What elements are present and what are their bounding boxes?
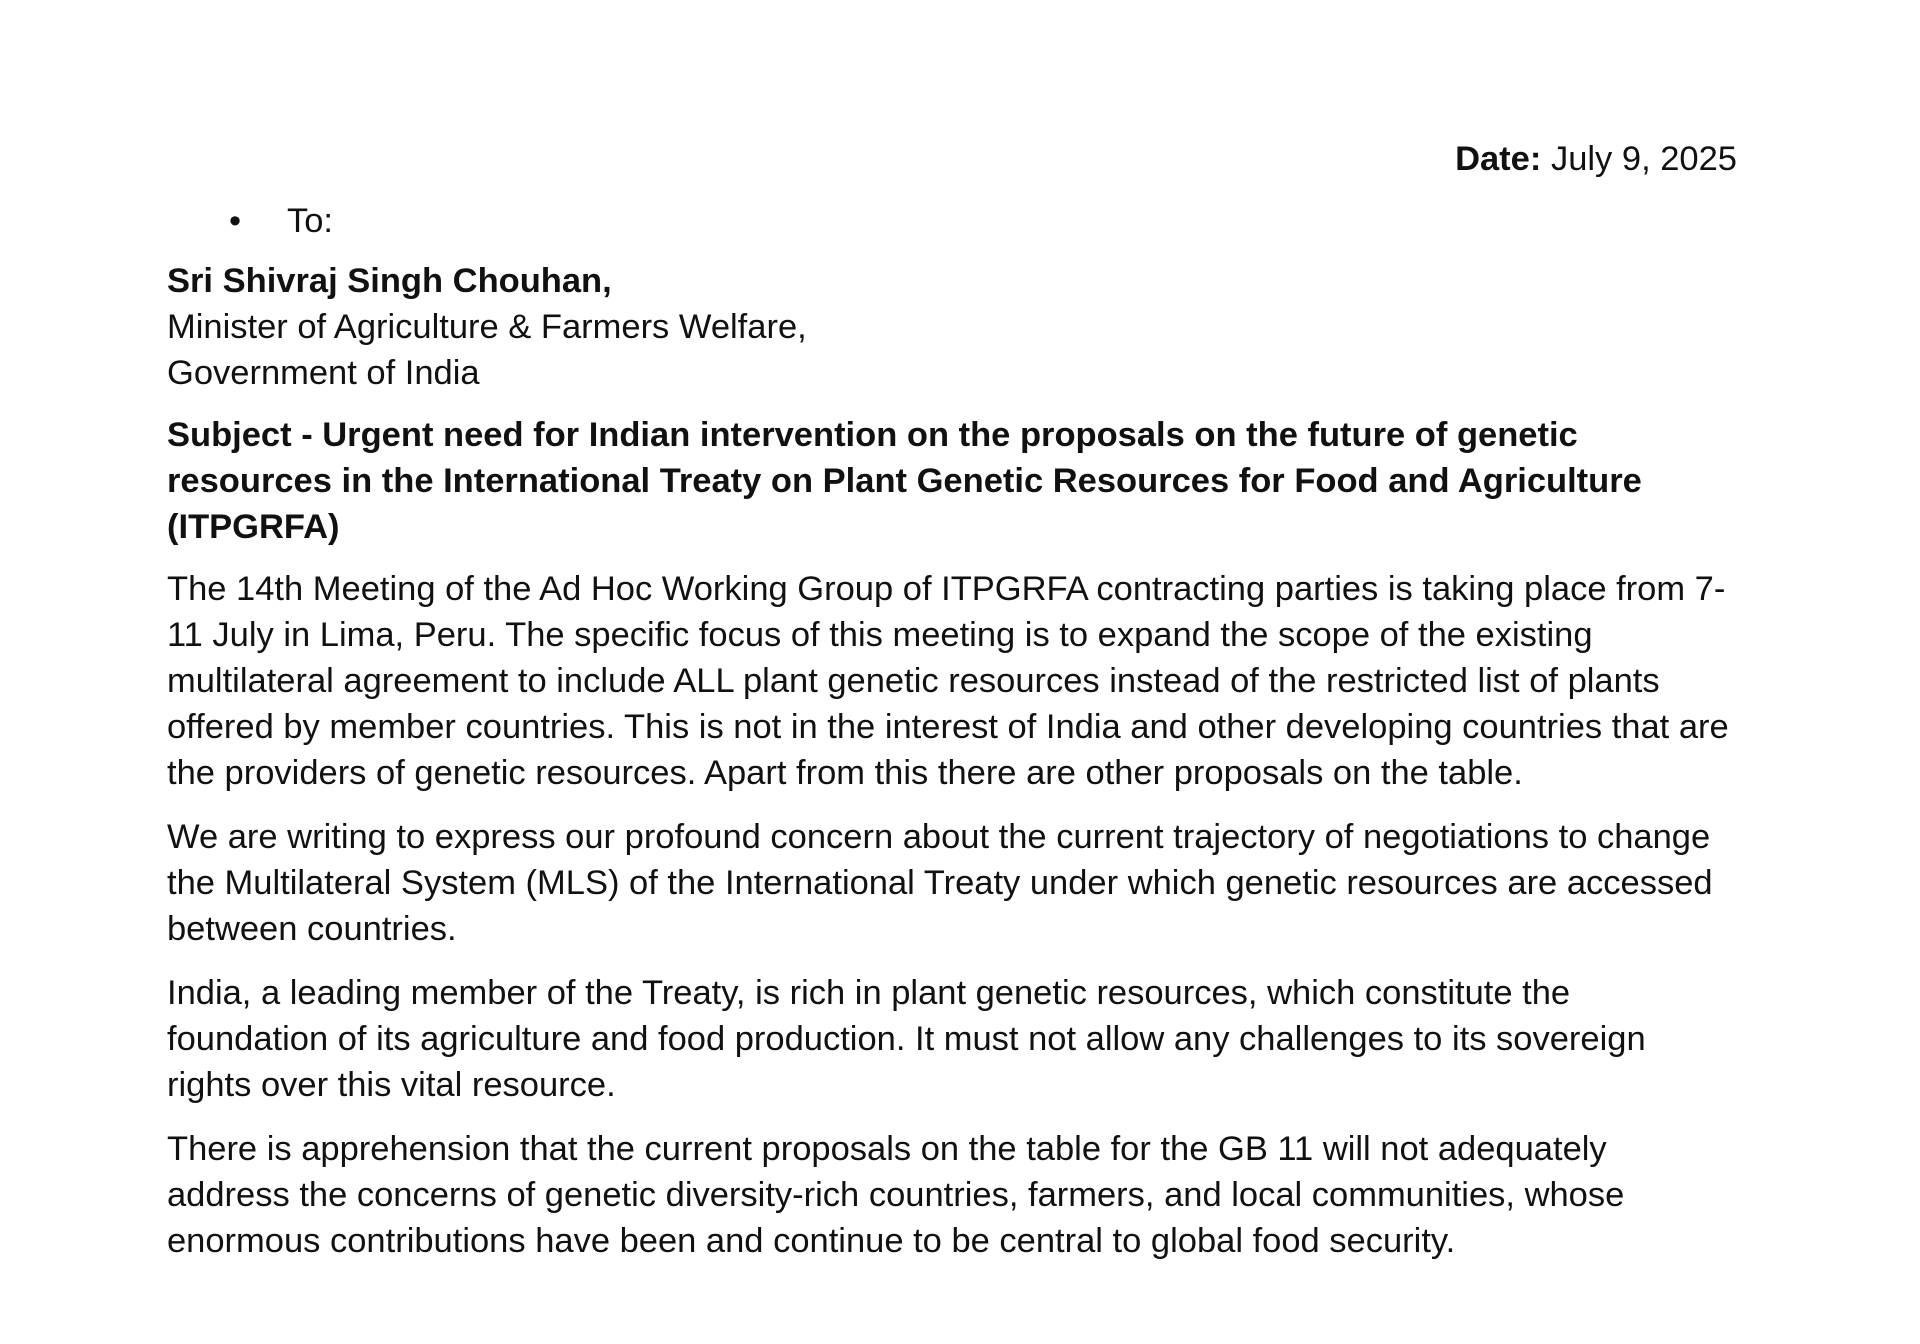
subject-line: Subject - Urgent need for Indian intervention on the proposals on the future of genetic resources in the International Treaty on Plant Genetic Resources for Food and Agriculture (ITPGRFA)	[167, 416, 1642, 546]
date-line	[167, 136, 1737, 182]
to-list-item	[167, 198, 1737, 244]
recipient-title: Minister of Agriculture & Farmers Welfare,	[167, 308, 807, 346]
date-label: Date:	[1455, 140, 1542, 178]
body-paragraph-3: India, a leading member of the Treaty, is rich in plant genetic resources, which constitute the foundation of its agriculture and food production. It must not allow any challenges to its sovereign rights over this vital resource.	[167, 974, 1646, 1104]
body-paragraph-1: The 14th Meeting of the Ad Hoc Working Group of ITPGRFA contracting parties is taking place from 7-11 July in Lima, Peru. The specific focus of this meeting is to expand the scope of the existing multilateral agreement to include ALL plant genetic resources instead of the restricted list of plants offered by member countries. This is not in the interest of India and other developing countries that are the providers of genetic resources. Apart from this there are other proposals on the table.	[167, 570, 1729, 792]
date-value: July 9, 2025	[1550, 140, 1737, 178]
letter-content	[167, 136, 1737, 1282]
recipient-organization: Government of India	[167, 354, 480, 392]
recipient-block	[167, 258, 1737, 396]
bullet-icon: •	[229, 202, 242, 240]
recipient-name: Sri Shivraj Singh Chouhan,	[167, 262, 612, 300]
to-list	[167, 198, 1737, 244]
body-paragraph-4: There is apprehension that the current proposals on the table for the GB 11 will not adequately address the concerns of genetic diversity-rich countries, farmers, and local communities, whose enormous contributions have been and continue to be central to global food security.	[167, 1130, 1625, 1260]
to-label: To:	[287, 202, 334, 240]
body-paragraph-2: We are writing to express our profound concern about the current trajectory of negotiations to change the Multilateral System (MLS) of the International Treaty under which genetic resources are accessed between countries.	[167, 818, 1713, 948]
